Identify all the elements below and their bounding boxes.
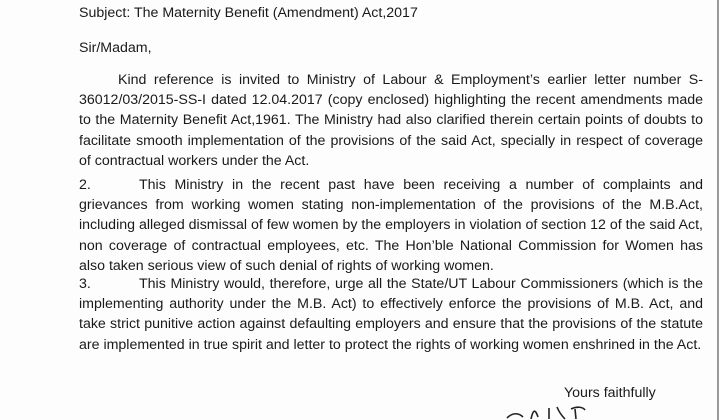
paragraph-1	[79, 70, 703, 171]
paragraph-2-text: This Ministry in the recent past have been receiving a number of complaints and grievances from working women stating non-implementation of the provisions of the M.B.Act, including alleged dismissal of few women by the employers in violation of section 12 of the said Act, non coverage of contractual employees, etc. The Hon’ble National Commission for Women has also taken serious view of such denial of rights of working women.	[79, 177, 703, 274]
paragraph-2	[79, 175, 703, 276]
salutation: Sir/Madam,	[79, 40, 152, 56]
signature-mark	[505, 404, 595, 420]
paragraph-3	[79, 274, 703, 355]
letter-subject: Subject: The Maternity Benefit (Amendment) Act,2017	[79, 5, 418, 21]
paragraph-3-number: 3.	[79, 276, 91, 292]
paragraph-2-number: 2.	[79, 177, 91, 193]
closing-text: Yours faithfully	[564, 385, 656, 401]
paragraph-1-text: Kind reference is invited to Ministry of Labour & Employment’s earlier letter number S-36012/03/2015-SS-I dated 12.04.2017 (copy enclosed) highlighting the recent amendments made to the Maternity Benefit Act,1961. The Ministry had also clarified therein certain points of doubts to facilitate smooth implementation of the provisions of the said Act, specially in respect of coverage of contractual workers under the Act.	[79, 72, 703, 169]
paragraph-3-text: This Ministry would, therefore, urge all the State/UT Labour Commissioners (which is the implementing authority under the M.B. Act) to effectively enforce the provisions of M.B. Act, and take strict punitive action against defaulting employers and ensure that the provisions of the statute are implemented in true spirit and letter to protect the rights of working women enshrined in the Act.	[79, 276, 703, 353]
